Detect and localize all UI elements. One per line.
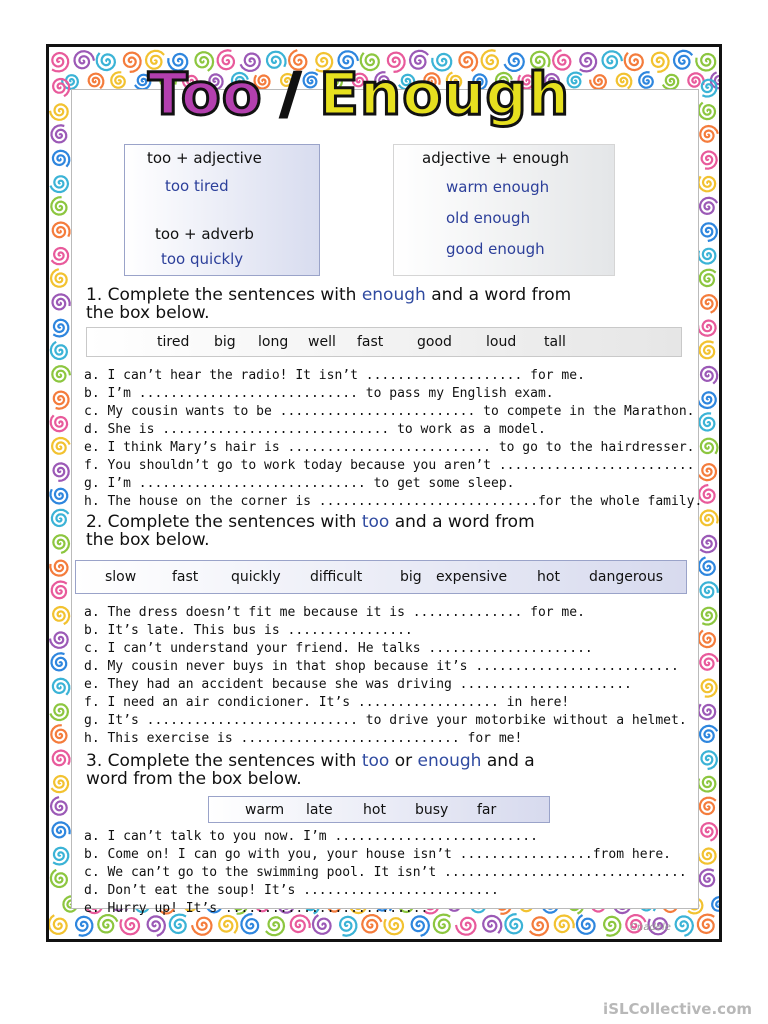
- swirl-decoration: [580, 53, 596, 71]
- swirl-decoration: [712, 897, 719, 911]
- title-enough: Enough: [319, 60, 571, 128]
- swirl-decoration: [701, 367, 717, 384]
- swirl-decoration: [97, 53, 115, 70]
- swirl-decoration: [700, 342, 715, 359]
- word-box-item: hot: [537, 569, 560, 585]
- swirl-decoration: [53, 320, 68, 337]
- swirl-decoration: [51, 870, 67, 887]
- swirl-decoration: [124, 53, 141, 72]
- swirl-decoration: [699, 704, 716, 719]
- example-too-quickly: too quickly: [161, 250, 244, 268]
- swirl-decoration: [604, 917, 620, 936]
- sentence-2d: d. My cousin never buys in that shop because it’s ..........................: [84, 659, 679, 674]
- author-signature: Cnadele: [630, 922, 671, 933]
- swirl-decoration: [700, 798, 716, 814]
- swirl-decoration: [412, 916, 429, 936]
- question-2-number: 2.: [86, 512, 103, 532]
- swirl-decoration: [51, 415, 67, 431]
- swirl-decoration: [51, 797, 67, 815]
- sentence-3a: a. I can’t talk to you now. I’m ..........................: [84, 829, 538, 844]
- swirl-decoration: [530, 917, 548, 935]
- swirl-decoration: [698, 915, 714, 933]
- swirl-decoration: [698, 777, 715, 792]
- word-box-item: hot: [363, 801, 386, 818]
- rule-too-adjective: too + adjective: [147, 149, 262, 167]
- swirl-decoration: [699, 557, 715, 575]
- swirl-decoration: [663, 75, 678, 90]
- sentence-1f: f. You shouldn’t go to work today because you aren’t .........................: [84, 458, 695, 473]
- question-2-text-end: and a word from: [394, 512, 535, 532]
- question-2-sentences: [84, 604, 687, 748]
- example-warm-enough: warm enough: [446, 178, 550, 196]
- swirl-decoration: [53, 294, 70, 309]
- swirl-decoration: [52, 653, 67, 670]
- rule-box-too: [124, 144, 320, 276]
- word-box-item: far: [477, 801, 497, 818]
- swirl-decoration: [52, 438, 70, 454]
- word-box-item: tall: [544, 334, 566, 350]
- swirl-decoration: [52, 248, 69, 264]
- swirl-decoration: [148, 916, 165, 936]
- swirl-decoration: [53, 607, 69, 624]
- example-too-tired: too tired: [165, 177, 229, 195]
- sentence-1e: e. I think Mary’s hair is .......................... to go to the hairdresser.: [84, 440, 695, 455]
- swirl-decoration: [53, 535, 69, 553]
- question-2-heading: [86, 513, 535, 549]
- swirl-decoration: [52, 366, 70, 381]
- swirl-decoration: [701, 223, 716, 241]
- swirl-decoration: [385, 918, 404, 934]
- swirl-decoration: [700, 582, 717, 597]
- example-old-enough: old enough: [446, 209, 531, 227]
- sentence-2b: b. It’s late. This bus is ................: [84, 623, 413, 638]
- sentence-2h: h. This exercise is ............................ for me!: [84, 731, 523, 746]
- word-box-item: difficult: [310, 569, 363, 585]
- swirl-decoration: [219, 916, 237, 933]
- question-3-number: 3.: [86, 751, 103, 771]
- question-1-text-end: and a word from: [431, 285, 572, 305]
- swirl-decoration: [52, 53, 68, 71]
- word-box-item: tired: [157, 334, 190, 350]
- sentence-2g: g. It’s ........................... to drive your motorbike without a helmet.: [84, 713, 687, 728]
- word-box-item: fast: [357, 334, 384, 350]
- swirl-decoration: [51, 197, 66, 215]
- keyword-enough: enough: [417, 751, 482, 771]
- word-box-item: loud: [486, 334, 517, 350]
- sentence-2e: e. They had an accident because she was driving ......................: [84, 677, 632, 692]
- sentence-1g: g. I’m ............................. to get some sleep.: [84, 476, 515, 491]
- word-box-item: busy: [415, 801, 449, 818]
- swirl-decoration: [49, 915, 67, 934]
- word-box-item: quickly: [231, 569, 281, 585]
- swirl-decoration: [50, 176, 68, 192]
- swirl-decoration: [51, 725, 66, 742]
- swirl-decoration: [700, 654, 718, 670]
- swirl-decoration: [52, 582, 67, 599]
- sentence-2c: c. I can’t understand your friend. He talks .....................: [84, 641, 593, 656]
- word-box-item: fast: [172, 569, 199, 585]
- rule-adjective-enough: adjective + enough: [422, 149, 570, 167]
- swirl-decoration: [700, 870, 715, 887]
- question-3-sentences: [84, 828, 687, 918]
- swirl-decoration: [701, 823, 717, 841]
- question-3-text-end: and a: [486, 751, 535, 771]
- swirl-decoration: [51, 342, 67, 359]
- swirl-decoration: [674, 51, 692, 69]
- swirl-decoration: [483, 916, 501, 933]
- swirl-decoration: [617, 74, 632, 89]
- swirl-decoration: [696, 54, 715, 71]
- swirl-decoration: [698, 321, 716, 336]
- swirl-decoration: [53, 151, 69, 167]
- swirl-decoration: [699, 630, 715, 647]
- word-box-item: slow: [105, 569, 137, 585]
- swirl-decoration: [54, 392, 69, 409]
- swirl-decoration: [700, 536, 716, 552]
- swirl-decoration: [50, 561, 67, 576]
- swirl-decoration: [51, 269, 67, 287]
- keyword-enough: enough: [361, 285, 426, 305]
- swirl-decoration: [51, 489, 68, 504]
- word-box-item: warm: [245, 801, 285, 818]
- sentence-2a: a. The dress doesn’t fit me because it is .............. for me.: [84, 605, 585, 620]
- sentence-3d: d. Don’t eat the soup! It’s .........................: [84, 883, 499, 898]
- swirl-decoration: [50, 633, 68, 648]
- sentence-3b: b. Come on! I can go with you, your house isn’t .................from here.: [84, 847, 671, 862]
- sentence-1d: d. She is ............................. to work as a model.: [84, 422, 546, 437]
- word-box-item: late: [306, 801, 333, 818]
- swirl-decoration: [590, 75, 606, 89]
- swirl-decoration: [53, 679, 69, 695]
- swirl-decoration: [121, 918, 140, 934]
- swirl-decoration: [701, 511, 718, 526]
- swirl-decoration: [625, 53, 643, 71]
- swirl-decoration: [639, 72, 653, 88]
- word-box-item: dangerous: [589, 569, 664, 585]
- swirl-decoration: [52, 125, 67, 142]
- swirl-decoration: [699, 176, 716, 191]
- question-1-line2: the box below.: [86, 303, 210, 323]
- swirl-decoration: [340, 917, 356, 936]
- word-box-item: good: [417, 334, 452, 350]
- swirl-decoration: [111, 72, 125, 87]
- question-1-text: Complete the sentences with: [107, 285, 357, 305]
- swirl-decoration: [76, 917, 92, 936]
- swirl-decoration: [702, 680, 717, 697]
- title-slash: /: [280, 62, 302, 125]
- sentence-1b: b. I’m ............................ to pass my English exam.: [84, 386, 554, 401]
- question-3-text: Complete the sentences with: [107, 751, 357, 771]
- sentence-3c: c. We can’t go to the swimming pool. It isn’t ...............................: [84, 865, 687, 880]
- question-2-text: Complete the sentences with: [107, 512, 357, 532]
- question-2-line2: the box below.: [86, 530, 210, 550]
- swirl-decoration: [75, 51, 95, 68]
- swirl-decoration: [53, 223, 70, 238]
- keyword-too: too: [361, 512, 390, 532]
- swirl-decoration: [54, 463, 69, 481]
- swirl-decoration: [699, 103, 715, 120]
- swirl-decoration: [51, 776, 68, 792]
- swirl-decoration: [702, 152, 717, 169]
- swirl-decoration: [53, 822, 70, 837]
- swirl-decoration: [702, 608, 717, 625]
- question-1-number: 1.: [86, 285, 103, 305]
- swirl-decoration: [700, 726, 717, 742]
- sentence-2f: f. I need an air condicioner. It’s .................. in here!: [84, 695, 570, 710]
- swirl-decoration: [700, 270, 716, 286]
- rule-too-adverb: too + adverb: [155, 225, 254, 243]
- swirl-decoration: [701, 439, 718, 454]
- swirl-decoration: [53, 848, 68, 865]
- question-3-line2: word from the box below.: [86, 769, 302, 789]
- word-box-item: big: [214, 334, 236, 350]
- swirl-decoration: [89, 74, 104, 89]
- swirl-decoration: [676, 917, 693, 936]
- swirl-decoration: [652, 53, 669, 72]
- site-watermark: iSLCollective.com: [603, 1000, 752, 1018]
- swirl-decoration: [50, 104, 68, 119]
- swirl-decoration: [702, 80, 717, 97]
- question-3-or: or: [394, 751, 413, 771]
- swirl-decoration: [456, 918, 476, 935]
- swirl-decoration: [702, 751, 717, 769]
- swirl-decoration: [192, 918, 212, 935]
- swirl-decoration: [698, 849, 715, 864]
- worksheet-title: [148, 52, 571, 128]
- example-good-enough: good enough: [446, 240, 545, 258]
- swirl-decoration: [266, 917, 284, 935]
- word-box-item: expensive: [436, 569, 508, 585]
- swirl-decoration: [698, 249, 715, 264]
- sentence-1c: c. My cousin wants to be ......................... to compete in the Marathon.: [84, 404, 695, 419]
- swirl-decoration: [700, 126, 718, 142]
- word-box-item: well: [308, 334, 336, 350]
- sentence-3e: e. Hurry up! It’s ..........................: [84, 901, 429, 916]
- sentence-1a: a. I can’t hear the radio! It isn’t .................... for me.: [84, 368, 585, 383]
- word-box-1: [86, 327, 682, 357]
- question-1-heading: [86, 286, 571, 322]
- swirl-decoration: [53, 751, 70, 766]
- keyword-too: too: [361, 751, 390, 771]
- word-box-2: [75, 560, 687, 594]
- word-box-item: long: [258, 334, 289, 350]
- question-3-heading: [86, 752, 535, 788]
- question-1-sentences: [84, 367, 702, 511]
- swirl-decoration: [701, 295, 717, 313]
- word-box-3: [208, 796, 550, 823]
- word-box-item: big: [400, 569, 422, 585]
- swirl-decoration: [603, 51, 623, 68]
- swirl-decoration: [52, 510, 69, 526]
- sentence-1h: h. The house on the corner is ............................for the whole family.: [84, 494, 703, 509]
- swirl-decoration: [50, 704, 68, 720]
- swirl-decoration: [700, 198, 717, 214]
- rule-box-enough: [393, 144, 615, 276]
- title-too: Too: [148, 60, 263, 128]
